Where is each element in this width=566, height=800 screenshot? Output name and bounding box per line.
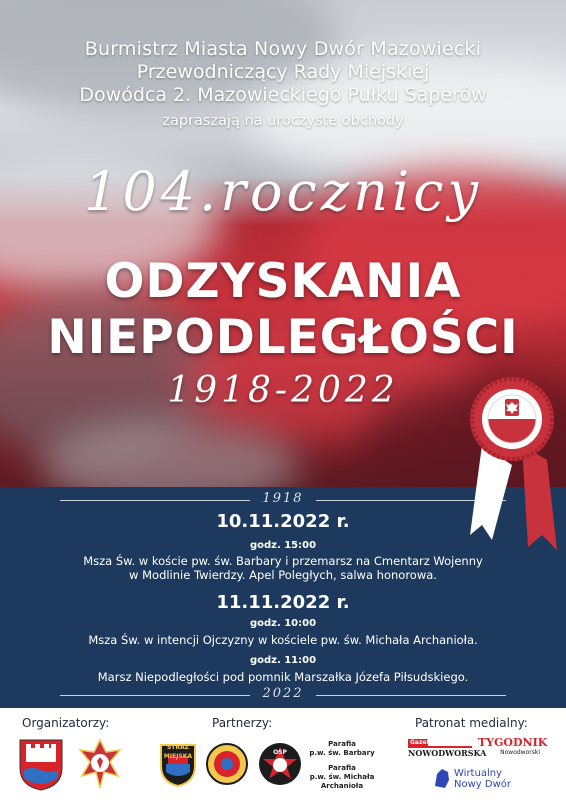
organizer-line-council: Przewodniczący Rady Miejskiej	[136, 61, 430, 83]
wirtualny-line1: Wirtualny	[454, 768, 502, 779]
year-bottom: 2022	[262, 686, 304, 701]
day2-event2-description	[40, 670, 526, 684]
tygodnik-logo	[478, 736, 548, 760]
parish-michal-line3: Archanioła	[320, 782, 364, 790]
invitation-line: zapraszają na uroczyste obchody	[162, 113, 404, 129]
parish-barbara-line1: Parafia	[328, 740, 356, 748]
parish-michal-line1: Parafia	[328, 764, 356, 772]
organizers-label: Organizatorzy:	[22, 716, 110, 730]
wirtualny-line2: Nowy Dwór	[454, 779, 511, 790]
wirtualny-logo-text	[454, 768, 534, 790]
gazeta-logo-top: Gazeta	[410, 739, 434, 746]
day2-event1-description	[40, 633, 526, 647]
day2-event2-line1: Marsz Niepodległości pod pomnik Marszałka Józefa Piłsudskiego.	[97, 670, 469, 684]
day2-event2-time: godz. 11:00	[249, 655, 317, 666]
day1-date: 10.11.2022 r.	[216, 511, 350, 532]
year-top: 1918	[262, 491, 304, 506]
city-coat-of-arms-icon	[18, 738, 64, 792]
parish-barbara	[306, 740, 378, 758]
gazeta-nowodworska-logo	[408, 739, 487, 759]
city-guard-text: STRAŻ MIEJSKA	[163, 744, 193, 760]
regiment-emblem-icon	[78, 738, 122, 790]
day2-date: 11.11.2022 r.	[216, 592, 350, 613]
fire-brigade-text: OSP	[273, 749, 287, 756]
parish-barbara-line2: p.w. św. Barbary	[309, 749, 375, 757]
gazeta-logo-name: NOWODWORSKA	[408, 748, 487, 758]
wirtualny-map-icon	[433, 766, 451, 790]
organizer-line-mayor: Burmistrz Miasta Nowy Dwór Mazowiecki	[84, 38, 482, 60]
media-label: Patronat medialny:	[415, 716, 528, 730]
day2-event1-time: godz. 10:00	[249, 618, 317, 629]
tygodnik-logo-name: TYGODNIK	[478, 736, 548, 749]
day1-event1-line2: w Modlinie Twierdzy. Apel Poległych, salwa honorowa.	[129, 568, 437, 582]
main-title-line1: ODZYSKANIA	[104, 254, 462, 309]
organizer-line-commander: Dowódca 2. Mazowieckiego Pułku Saperów	[79, 84, 487, 106]
footer	[0, 708, 566, 800]
parish-michal-line2: p.w. św. Michała	[309, 773, 375, 781]
partner-round-emblem-icon	[205, 742, 249, 786]
years-title: 1918-2022	[167, 370, 399, 411]
day2-event1-line1: Msza Św. w intencji Ojczyzny w kościele pw. św. Michała Archanioła.	[88, 633, 478, 647]
day1-event1-line1: Msza Św. w koście pw. św. Barbary i przemarsz na Cmentarz Wojenny	[83, 554, 483, 568]
day1-event1-time: godz. 15:00	[249, 540, 317, 551]
divider-bottom	[0, 686, 566, 706]
rosette-icon	[462, 375, 562, 555]
tygodnik-logo-sub: Nowodworski	[500, 749, 540, 756]
anniversary-title: 104.rocznicy	[83, 160, 483, 223]
partners-label: Partnerzy:	[212, 716, 273, 730]
parish-michal	[306, 764, 378, 791]
main-title-line2: NIEPODLEGŁOŚCI	[47, 310, 519, 365]
eagle-emblem-icon	[505, 399, 519, 416]
day1-event1-description	[40, 554, 526, 582]
